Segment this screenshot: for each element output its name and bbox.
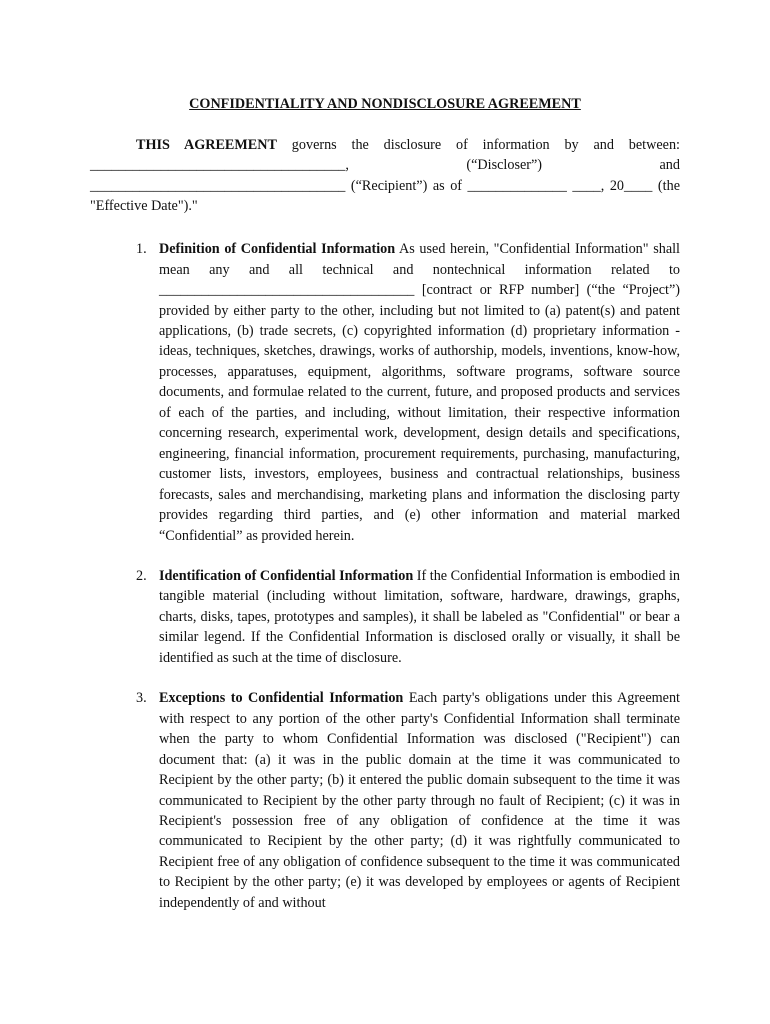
clause-item [90, 688, 680, 913]
intro-paragraph [90, 135, 680, 216]
clause-heading: Identification of Confidential Information [159, 567, 414, 584]
clause-item [90, 566, 680, 668]
clause-item [90, 239, 680, 546]
clause-heading: Exceptions to Confidential Information [159, 690, 404, 707]
intro-text: governs the disclosure of information by and between: ____________________________________, (“Discloser”) and ____________________________________ (“Recipient”) as of ______________ ____, 20____ (the "Effective Date")." [90, 137, 680, 214]
intro-lead: THIS AGREEMENT [136, 137, 277, 153]
document-title: CONFIDENTIALITY AND NONDISCLOSURE AGREEMENT [189, 96, 581, 112]
clause-body: If the Confidential Information is embodied in tangible material (including without limitation, software, hardware, drawings, graphs, charts, disks, tapes, prototypes and samples), it shall be labeled as "Confidential" or bear a similar legend. If the Confidential Information is disclosed orally or visually, it shall be identified as such at the time of disclosure. [159, 567, 680, 666]
clause-number: 1. [136, 241, 147, 258]
clause-number: 3. [136, 690, 147, 707]
clause-number: 2. [136, 567, 147, 584]
clause-heading: Definition of Confidential Information [159, 241, 396, 258]
clause-body: Each party's obligations under this Agreement with respect to any portion of the other party's Confidential Information shall terminate when the party to whom Confidential Information was disclosed ("Recipient") can document that: (a) it was in the public domain at the time it was communicated to Recipient by the other party; (b) it entered the public domain subsequent to the time it was communicated to Recipient by the other party through no fault of Recipient; (c) it was in Recipient's possession free of any obligation of confidence at the time it was communicated to Recipient by the other party; (d) it was rightfully communicated to Recipient free of any obligation of confidence subsequent to the time it was communicated to Recipient by the other party; (e) it was developed by employees or agents of Recipient independently of and without [159, 690, 681, 911]
clause-body: As used herein, "Confidential Information" shall mean any and all technical and nontechnical information related to ____________________________________ [contract or RFP number] (“the “Project”) provided by either party to the other, including but not limited to (a) patent(s) and patent applications, (b) trade secrets, (c) copyrighted information (d) proprietary information - ideas, techniques, sketches, drawings, works of authorship, models, inventions, know-how, processes, apparatuses, equipment, algorithms, software programs, software source documents, and formulae related to the current, future, and proposed products and services of each of the parties, and including, without limitation, their respective information concerning research, experimental work, development, design details and specifications, engineering, financial information, procurement requirements, purchasing, manufacturing, customer lists, investors, employees, business and contractual relationships, business forecasts, sales and merchandising, marketing plans and information the disclosing party provides regarding third parties, and (e) other information and material marked “Confidential” as provided herein. [159, 241, 680, 544]
clause-list [90, 239, 680, 913]
